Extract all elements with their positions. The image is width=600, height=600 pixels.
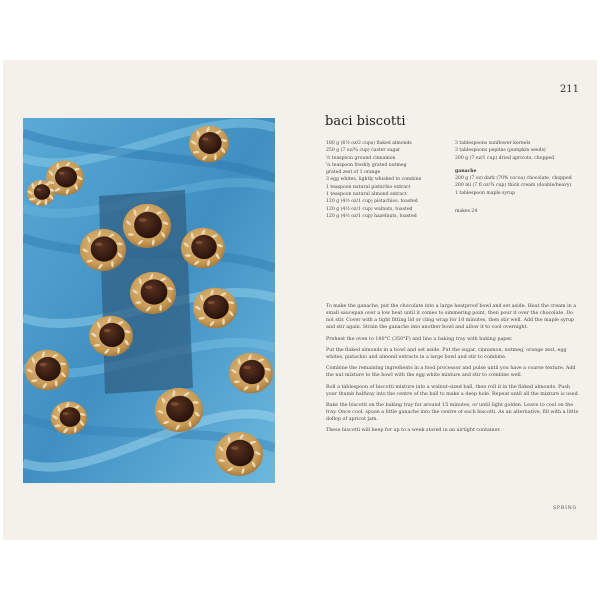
ingredient-line: 1 teaspoon natural almond extract (326, 192, 407, 198)
ganache-highlight (231, 446, 239, 450)
ganache-highlight (244, 366, 251, 370)
biscotti-cookie (130, 272, 176, 314)
ganache-highlight (40, 363, 47, 367)
ganache-highlight (171, 402, 179, 406)
biscotti-cookie (80, 229, 126, 271)
ganache-centre (34, 184, 50, 199)
book-page (3, 60, 597, 540)
ganache-centre (55, 167, 77, 188)
ganache-ingredient-line: 200 ml (7 fl oz/¾ cup) thick cream (double/heavy) (455, 183, 572, 189)
method-paragraph: Preheat the oven to 180°C (350°F) and line a baking tray with baking paper. (326, 336, 513, 342)
biscotti-cookie (51, 401, 87, 434)
ingredient-line: ½ teaspoon ground cinnamon (326, 155, 396, 161)
ingredients-list-left (326, 140, 451, 220)
section-label: SPRING (552, 506, 577, 511)
ingredient-line: 3 egg whites, lightly whisked to combine (326, 177, 422, 183)
biscotti-cookie (181, 228, 225, 268)
ganache-highlight (63, 412, 69, 415)
method-paragraph: Bake the biscotti on the baking tray for around 15 minutes, or until light golden. Leave to cool on the tray. Once cool, spoon a little ganache into the centre of each biscotti. As an alternative, fill with a little dollop of apricot jam. (326, 402, 579, 423)
method-text (326, 303, 582, 439)
ganache-highlight (208, 301, 215, 305)
ingredients-list-right (455, 140, 585, 215)
ingredient-line: 3 tablespoons pepitas (pumpkin seeds) (455, 148, 546, 154)
biscotti-cookie (123, 204, 171, 248)
ganache-highlight (36, 188, 40, 190)
ganache-centre (91, 236, 118, 261)
yield-text: makes 24 (455, 209, 478, 215)
ganache-highlight (59, 172, 65, 175)
ganache-highlight (196, 241, 203, 245)
ganache-highlight (145, 285, 152, 289)
ganache-centre (226, 440, 254, 466)
recipe-title: baci biscotti (325, 114, 406, 129)
ganache-ingredient-line: 200 g (7 oz) dark (70% cocoa) chocolate, chopped (455, 176, 572, 182)
ganache-ingredient-line: 1 tablespoon maple syrup (455, 190, 516, 196)
method-paragraph: Roll a tablespoon of biscotti mixture into a walnut-sized ball, then roll it in the flaked almonds. Push your thumb halfway into the centre of the ball to make a deep hole. Repeat until all the mixture is used. (326, 384, 580, 397)
ganache-centre (166, 396, 194, 422)
ganache-centre (191, 235, 217, 259)
biscotti-cookie (155, 388, 203, 432)
recipe-photo (23, 118, 275, 483)
ganache-centre (134, 212, 162, 238)
ganache-highlight (202, 137, 208, 140)
biscotti-cookie (229, 353, 273, 393)
method-paragraph: Combine the remaining ingredients in a food processor and pulse until you have a coarse texture. Add the nut mixture to the bowl with the egg white mixture and stir to combine well. (326, 366, 576, 379)
ingredient-line: 120 g (4½ oz/1 cup) hazelnuts, toasted (326, 213, 417, 219)
biscotti-photo-illustration (23, 118, 275, 483)
ingredient-line: 3 tablespoons sunflower kernels (455, 141, 531, 146)
ganache-centre (99, 323, 125, 347)
page-number: 211 (559, 84, 579, 95)
ingredient-line: 1 teaspoon natural pistachio extract (326, 184, 411, 190)
ingredient-line: grated zest of 1 orange (326, 170, 381, 176)
ganache-centre (60, 407, 81, 427)
ingredient-line: 250 g (7 oz/¾ cup) caster sugar (326, 148, 401, 154)
ganache-centre (35, 357, 61, 381)
ingredient-line: 120 g (4½ oz/1 cup) walnuts, toasted (326, 206, 413, 212)
ganache-heading: ganache (455, 168, 477, 174)
biscotti-cookie (89, 316, 133, 356)
biscotti-cookie (215, 432, 263, 476)
method-paragraph: These biscotti will keep for up to a week stored in an airtight container. (326, 428, 501, 434)
biscotti-cookie (189, 126, 229, 163)
ingredient-line: 200 g (7 oz/1 cup) dried apricots, chopped (455, 155, 555, 161)
ganache-highlight (139, 218, 147, 222)
ingredient-line: 120 g (4½ oz/1 cup) pistachios, toasted (326, 199, 418, 205)
ganache-centre (198, 132, 221, 154)
biscotti-cookie (193, 288, 237, 328)
ingredient-line: 180 g (6½ oz/2 cups) flaked almonds (326, 141, 412, 146)
ganache-highlight (104, 329, 111, 333)
method-paragraph: To make the ganache, put the chocolate into a large heatproof bowl and set aside. Heat the cream in a small saucepan over a low heat until it comes to simmering point, then pour it over the chocolate. Do not stir. Cover with a tight fitting lid or cling wrap for 10 minutes, then stir well. Add the maple syrup and stir again. Strain the ganache into another bowl and allow it to cool overnight. (326, 304, 577, 331)
ganache-highlight (95, 242, 102, 246)
method-paragraph: Put the flaked almonds in a bowl and set aside. Put the sugar, cinnamon, nutmeg, orange zest, egg whites, pistachio and almond extracts in a large bowl and stir to combine. (326, 347, 567, 360)
ganache-centre (239, 360, 265, 384)
ganache-centre (203, 295, 229, 319)
ganache-centre (141, 279, 168, 304)
almond-flake (222, 319, 225, 325)
biscotti-cookie (25, 350, 69, 390)
ingredient-line: ¼ teaspoon freshly grated nutmeg (326, 162, 407, 168)
